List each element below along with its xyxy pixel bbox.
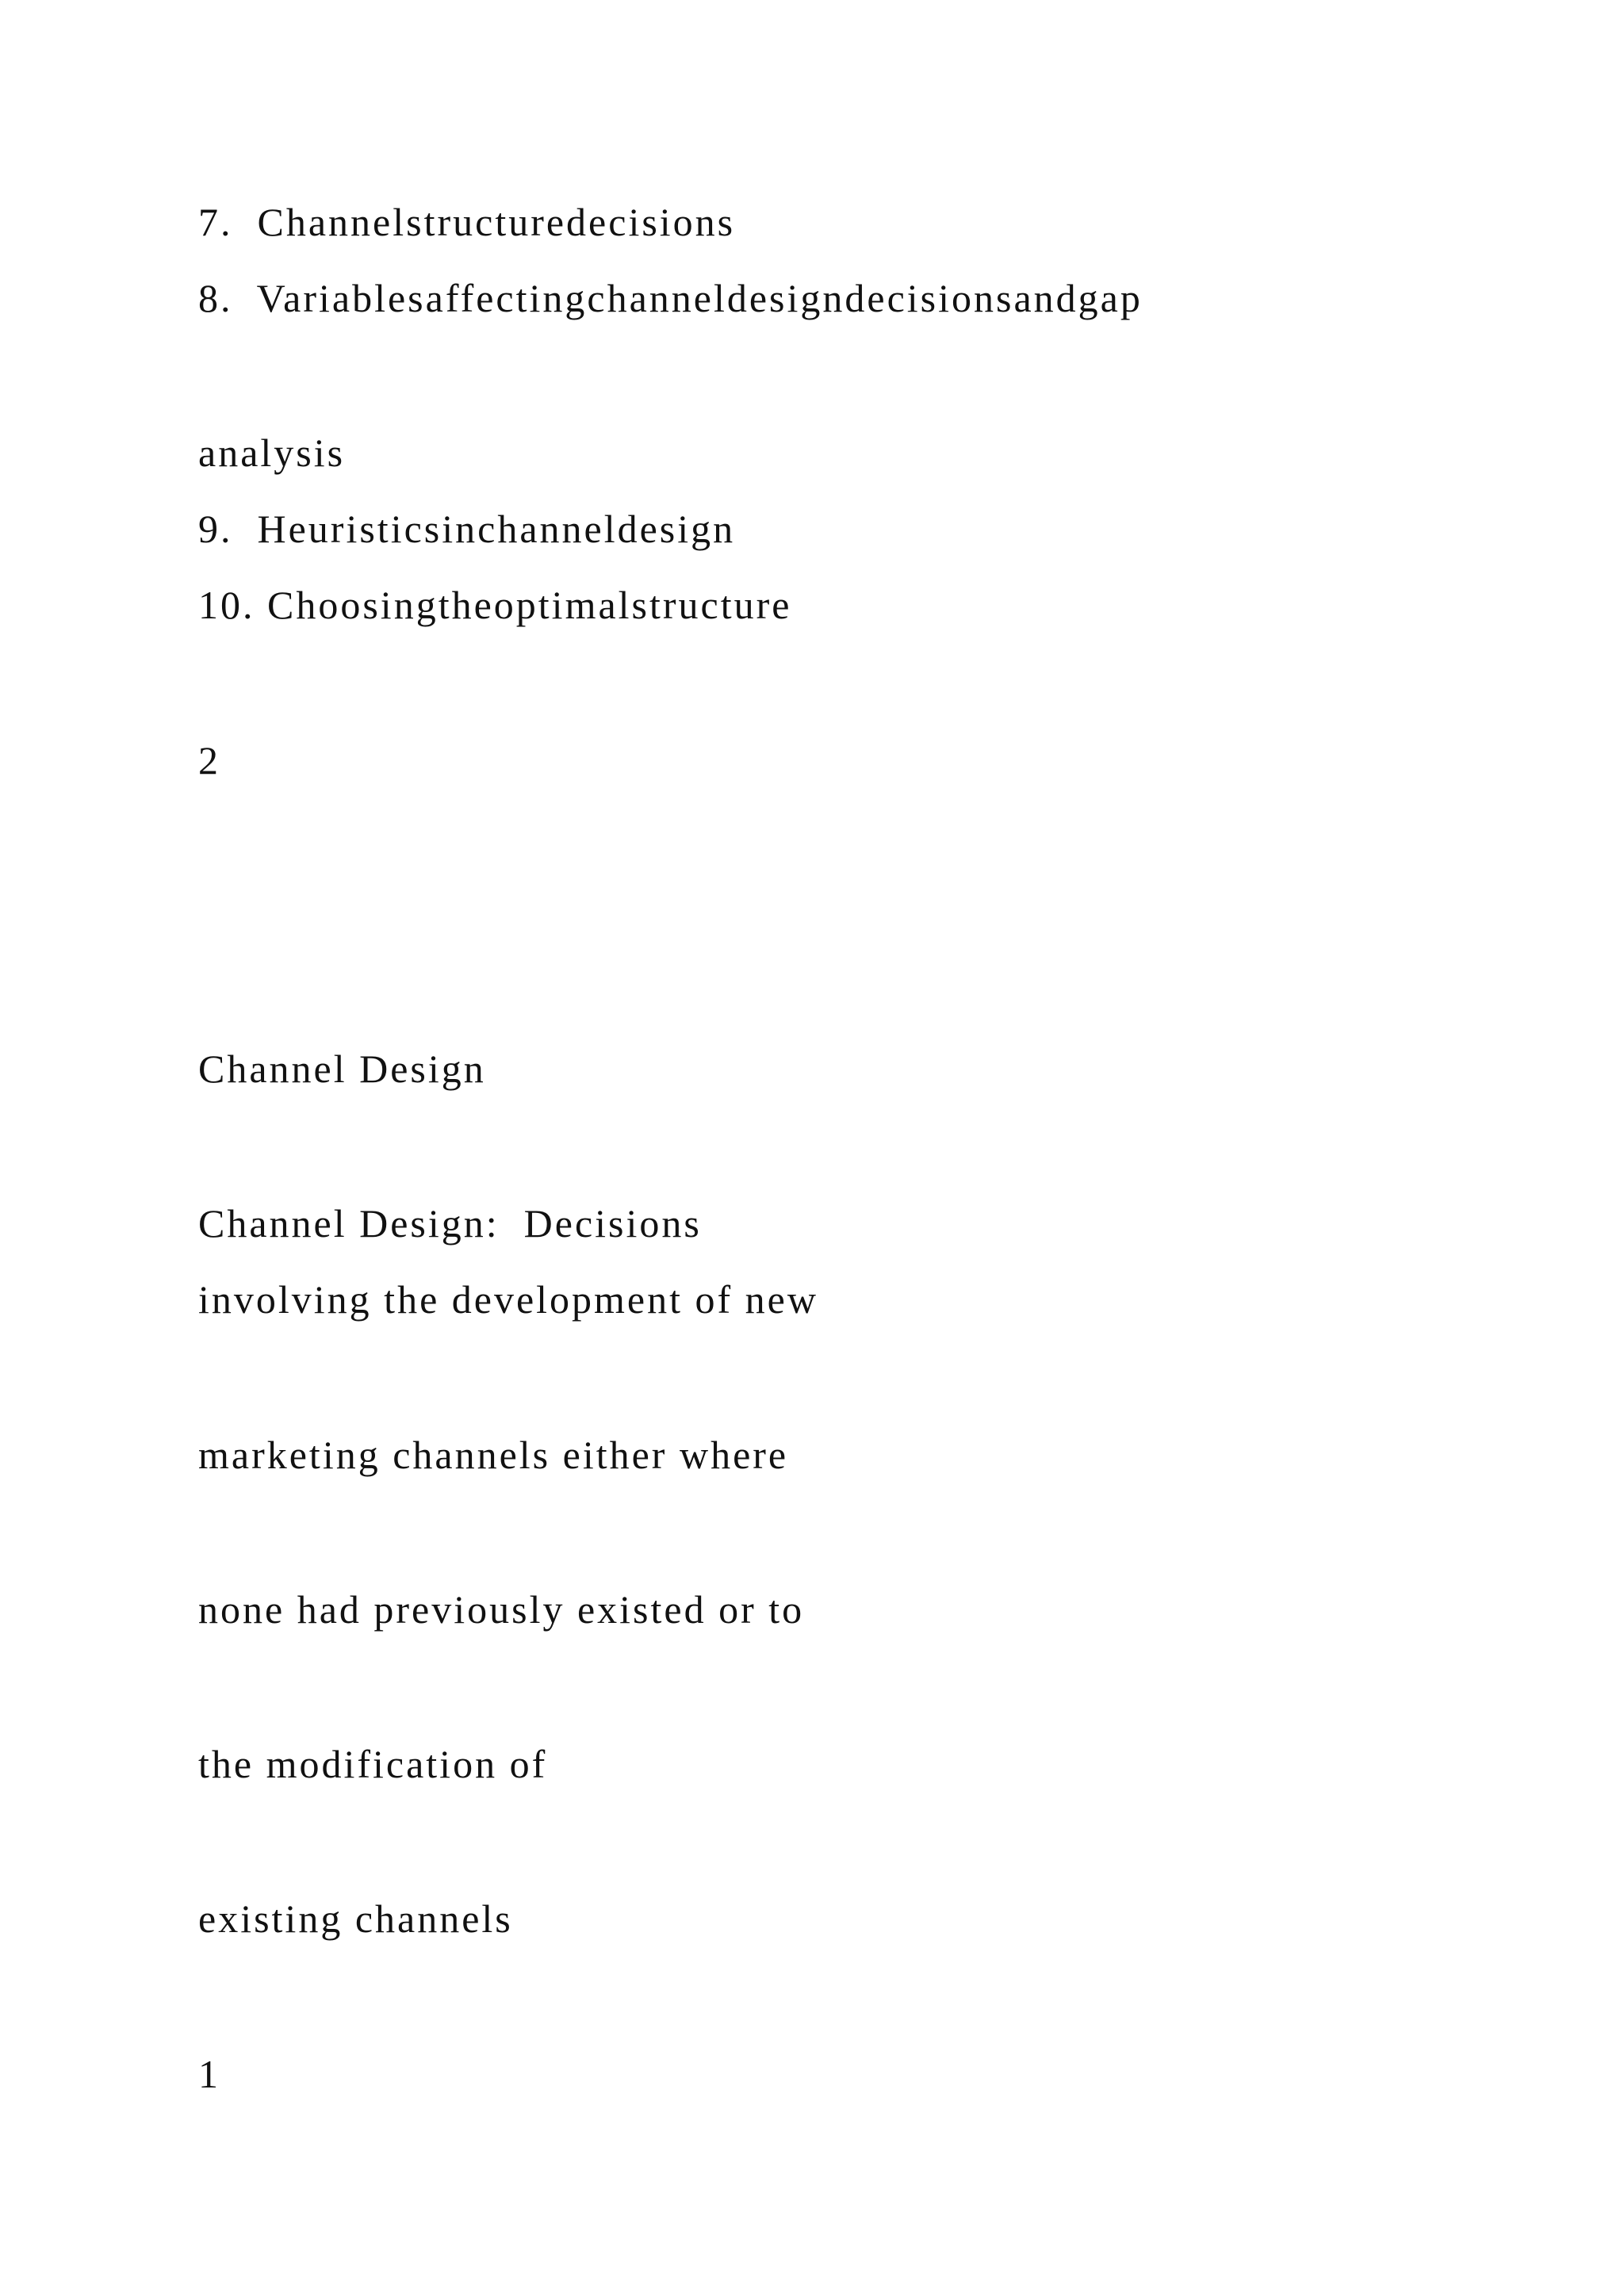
- definition-line: involving the development of new: [198, 1277, 818, 1322]
- definition-line: none had previously existed or to: [198, 1587, 805, 1632]
- page-number: 1: [198, 2052, 220, 2096]
- list-item-7: 7. Channelstructuredecisions: [198, 200, 736, 244]
- list-item-8-continuation: analysis: [198, 430, 346, 475]
- list-item-8: 8. Variablesaffectingchanneldesigndecisionsandgap: [198, 276, 1143, 320]
- definition-line: marketing channels either where: [198, 1433, 789, 1477]
- page-number: 2: [198, 738, 220, 783]
- list-item-10: 10. Choosingtheoptimalstructure: [198, 583, 792, 627]
- definition-line: the modification of: [198, 1742, 548, 1786]
- definition-line: Channel Design: Decisions: [198, 1201, 702, 1246]
- definition-line: existing channels: [198, 1896, 513, 1941]
- section-heading: Channel Design: [198, 1047, 486, 1091]
- list-item-9: 9. Heuristicsinchanneldesign: [198, 507, 736, 551]
